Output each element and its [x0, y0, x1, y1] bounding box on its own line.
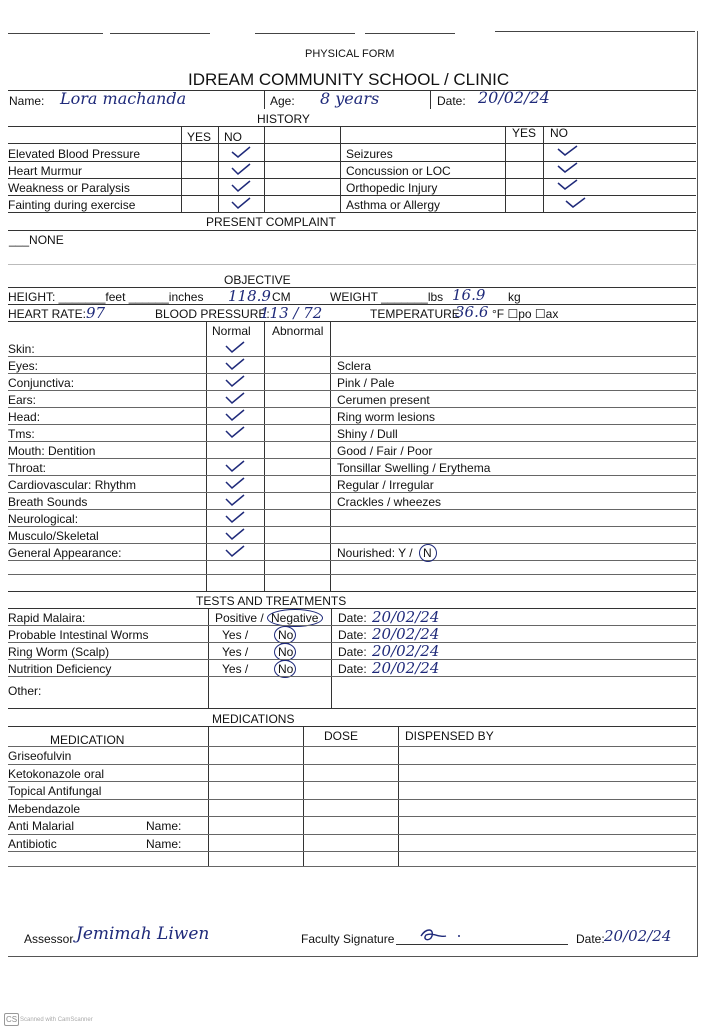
exam-finding: Pink / Pale — [337, 376, 395, 390]
scanner-watermark: Scanned with CamScanner — [20, 1017, 93, 1023]
exam-finding: Sclera — [337, 359, 372, 373]
rule — [8, 373, 696, 374]
exam-finding: Shiny / Dull — [337, 427, 398, 441]
assessor-label: Assessor — [24, 932, 74, 946]
rule — [8, 526, 696, 527]
name-value: Lora machanda — [60, 89, 187, 108]
exam-item-label: Mouth: Dentition — [8, 444, 96, 458]
rule — [8, 178, 696, 179]
medication-name: Griseofulvin — [8, 749, 72, 763]
top-rule — [495, 31, 695, 32]
rule — [8, 407, 696, 408]
test-options: Yes / — [222, 645, 249, 659]
medication-name: Topical Antifungal — [8, 784, 102, 798]
rule — [8, 799, 696, 800]
rule — [8, 287, 696, 288]
checkmark-icon — [224, 493, 246, 507]
checkmark-icon — [556, 177, 578, 191]
history-item-asthma: Asthma or Allergy — [346, 198, 441, 212]
medication-name: Antibiotic — [8, 836, 57, 851]
checkmark-icon — [556, 143, 578, 157]
rule — [8, 126, 696, 127]
rule — [8, 264, 696, 265]
rule — [8, 591, 696, 592]
exam-item-label: Cardiovascular: Rhythm — [8, 478, 137, 492]
rule — [8, 642, 696, 643]
divider — [430, 91, 431, 109]
checkmark-icon — [564, 195, 586, 209]
top-rule — [110, 33, 210, 34]
checkmark-icon — [224, 459, 246, 473]
rule — [8, 574, 696, 575]
exam-item-label: Head: — [8, 410, 41, 424]
col-line — [303, 726, 304, 866]
rule — [8, 230, 696, 231]
rule — [8, 625, 696, 626]
history-no-header: NO — [550, 126, 568, 140]
rule — [8, 708, 696, 709]
test-options: Yes / — [222, 628, 249, 642]
medication-name-label: Name: — [146, 819, 182, 833]
test-date-label: Date: — [338, 645, 367, 659]
name-label: Name: — [9, 94, 45, 108]
top-rule — [8, 33, 103, 34]
complaint-value: ___NONE — [9, 233, 64, 247]
rule — [8, 195, 696, 196]
test-circled-answer: No — [278, 645, 294, 659]
footer-date-label: Date: — [576, 932, 605, 946]
blood-pressure-value: 113 / 72 — [260, 304, 323, 322]
history-item-fainting: Fainting during exercise — [8, 198, 136, 212]
faculty-signature-line — [396, 944, 568, 945]
assessor-signature: Jemimah Liwen — [76, 924, 210, 944]
top-rule — [255, 33, 355, 34]
rule — [8, 746, 696, 747]
exam-item-label: Breath Sounds — [8, 495, 88, 509]
test-other-label: Other: — [8, 684, 42, 698]
exam-finding: Good / Fair / Poor — [337, 444, 433, 458]
history-title: HISTORY — [257, 112, 310, 126]
exam-finding: Regular / Irregular — [337, 478, 434, 492]
rule — [8, 834, 696, 835]
exam-item-label: Conjunctiva: — [8, 376, 75, 390]
test-date-value: 20/02/24 — [372, 625, 440, 643]
exam-finding: Crackles / wheezes — [337, 495, 442, 509]
exam-finding: Ring worm lesions — [337, 410, 436, 424]
weight-label: WEIGHT _______lbs — [330, 290, 444, 304]
test-name: Probable Intestinal Worms — [8, 628, 149, 642]
checkmark-icon — [230, 196, 252, 210]
test-name: Rapid Malaira: — [8, 611, 86, 625]
medication-name: Anti Malarial — [8, 819, 75, 833]
col-line — [505, 126, 506, 212]
rule — [8, 866, 696, 867]
exam-item-label: Eyes: — [8, 359, 39, 373]
exam-item-label: General Appearance: — [8, 546, 122, 560]
date-value: 20/02/24 — [478, 88, 550, 107]
divider — [264, 91, 265, 109]
col-line — [218, 126, 219, 212]
checkmark-icon — [230, 179, 252, 193]
exam-item-label: Neurological: — [8, 512, 79, 526]
faculty-signature-mark — [418, 926, 468, 944]
heart-rate-value: 97 — [86, 304, 106, 322]
objective-title: OBJECTIVE — [224, 273, 291, 287]
test-date-value: 20/02/24 — [372, 642, 440, 660]
date-label: Date: — [437, 94, 466, 108]
test-options: Positive / — [215, 611, 264, 625]
exam-finding: Nourished: Y / — [337, 546, 413, 560]
blood-pressure-label: BLOOD PRESSURE: — [155, 307, 270, 321]
test-circled-answer: Negative — [271, 611, 319, 625]
rule — [8, 304, 696, 305]
col-line — [208, 608, 209, 708]
abnormal-header: Abnormal — [272, 324, 324, 338]
exam-item-label: Tms: — [8, 427, 35, 441]
checkmark-icon — [224, 374, 246, 388]
checkmark-icon — [230, 162, 252, 176]
medication-name: Mebendazole — [8, 801, 81, 816]
camscanner-logo-icon: CS — [5, 1015, 18, 1024]
col-line — [398, 726, 399, 866]
dose-col-header: DOSE — [324, 729, 359, 743]
col-line — [340, 126, 341, 212]
rule — [8, 441, 696, 442]
test-name: Nutrition Deficiency — [8, 662, 112, 676]
history-item-elevated-bp: Elevated Blood Pressure — [8, 147, 141, 161]
rule — [8, 475, 696, 476]
nourished-answer: N — [423, 546, 432, 560]
history-item-orthopedic: Orthopedic Injury — [346, 181, 438, 195]
col-line — [331, 608, 332, 708]
history-yes-header: YES — [187, 130, 212, 144]
test-date-label: Date: — [338, 611, 367, 625]
checkmark-icon — [224, 408, 246, 422]
checkmark-icon — [224, 527, 246, 541]
history-no-header: NO — [224, 130, 242, 144]
rule — [8, 492, 696, 493]
dispensed-col-header: DISPENSED BY — [405, 729, 494, 743]
rule — [8, 726, 696, 727]
footer-date-value: 20/02/24 — [604, 927, 672, 945]
rule — [8, 161, 696, 162]
heart-rate-label: HEART RATE: — [8, 307, 87, 321]
weight-unit: kg — [508, 290, 521, 304]
checkmark-icon — [224, 425, 246, 439]
test-circled-answer: No — [278, 628, 294, 642]
test-date-value: 20/02/24 — [372, 608, 440, 626]
checkmark-icon — [224, 340, 246, 354]
exam-item-label: Musculo/Skeletal — [8, 529, 99, 543]
history-item-weakness: Weakness or Paralysis — [8, 181, 130, 195]
rule — [8, 321, 696, 322]
rule — [8, 816, 696, 817]
col-line — [543, 126, 544, 212]
medications-title: MEDICATIONS — [212, 712, 295, 726]
medication-name: Ketokonazole oral — [8, 766, 105, 781]
complaint-title: PRESENT COMPLAINT — [206, 215, 336, 229]
age-value: 8 years — [320, 89, 380, 108]
height-unit: CM — [272, 290, 291, 304]
rule — [8, 560, 696, 561]
col-line — [264, 126, 265, 212]
height-value: 118.9 — [228, 287, 271, 305]
col-line — [330, 321, 331, 591]
school-title: IDREAM COMMUNITY SCHOOL / CLINIC — [188, 70, 510, 89]
checkmark-icon — [224, 391, 246, 405]
history-item-concussion: Concussion or LOC — [346, 164, 451, 178]
col-line — [181, 126, 182, 212]
col-line — [208, 726, 209, 866]
checkmark-icon — [230, 145, 252, 159]
test-name: Ring Worm (Scalp) — [8, 645, 110, 659]
exam-finding: Tonsillar Swelling / Erythema — [337, 461, 491, 475]
test-date-label: Date: — [338, 628, 367, 642]
exam-item-label: Ears: — [8, 393, 37, 407]
medication-col-header: MEDICATION — [50, 733, 125, 747]
test-circled-answer: No — [278, 662, 294, 676]
exam-finding: Cerumen present — [337, 393, 430, 407]
age-label: Age: — [270, 94, 295, 108]
history-yes-header: YES — [512, 126, 537, 140]
history-item-seizures: Seizures — [346, 147, 393, 161]
rule — [8, 390, 696, 391]
tests-title: TESTS AND TREATMENTS — [196, 594, 347, 608]
rule — [8, 356, 696, 357]
test-date-label: Date: — [338, 662, 367, 676]
page-right-border — [697, 31, 698, 956]
temperature-unit: °F ☐po ☐ax — [492, 307, 559, 321]
exam-item-label: Throat: — [8, 461, 47, 475]
rule — [8, 458, 696, 459]
rule — [8, 543, 696, 544]
rule — [8, 608, 696, 609]
page-bottom-border — [8, 956, 698, 957]
temperature-label: TEMPERATURE — [370, 307, 460, 321]
medication-name-label: Name: — [146, 836, 182, 851]
nourished-circle — [419, 544, 437, 562]
temperature-value: 36.6 — [455, 303, 489, 321]
test-date-value: 20/02/24 — [372, 659, 440, 677]
rule — [8, 143, 696, 144]
rule — [8, 764, 696, 765]
rule — [8, 212, 696, 213]
normal-header: Normal — [212, 324, 251, 338]
rule — [8, 659, 696, 660]
top-rule — [365, 33, 455, 34]
history-item-heart-murmur: Heart Murmur — [8, 164, 83, 178]
rule — [8, 424, 696, 425]
weight-value: 16.9 — [452, 286, 486, 304]
rule — [8, 676, 696, 677]
rule — [8, 851, 696, 852]
height-label: HEIGHT: _______feet ______inches — [8, 290, 204, 304]
rule — [8, 509, 696, 510]
rule — [8, 781, 696, 782]
checkmark-icon — [224, 544, 246, 558]
col-line — [206, 321, 207, 591]
checkmark-icon — [224, 476, 246, 490]
checkmark-icon — [224, 357, 246, 371]
faculty-signature-label: Faculty Signature — [301, 932, 395, 946]
checkmark-icon — [224, 510, 246, 524]
col-line — [264, 321, 265, 591]
physical-form-label: PHYSICAL FORM — [305, 48, 395, 60]
exam-item-label: Skin: — [8, 342, 35, 356]
test-options: Yes / — [222, 662, 249, 676]
checkmark-icon — [556, 160, 578, 174]
